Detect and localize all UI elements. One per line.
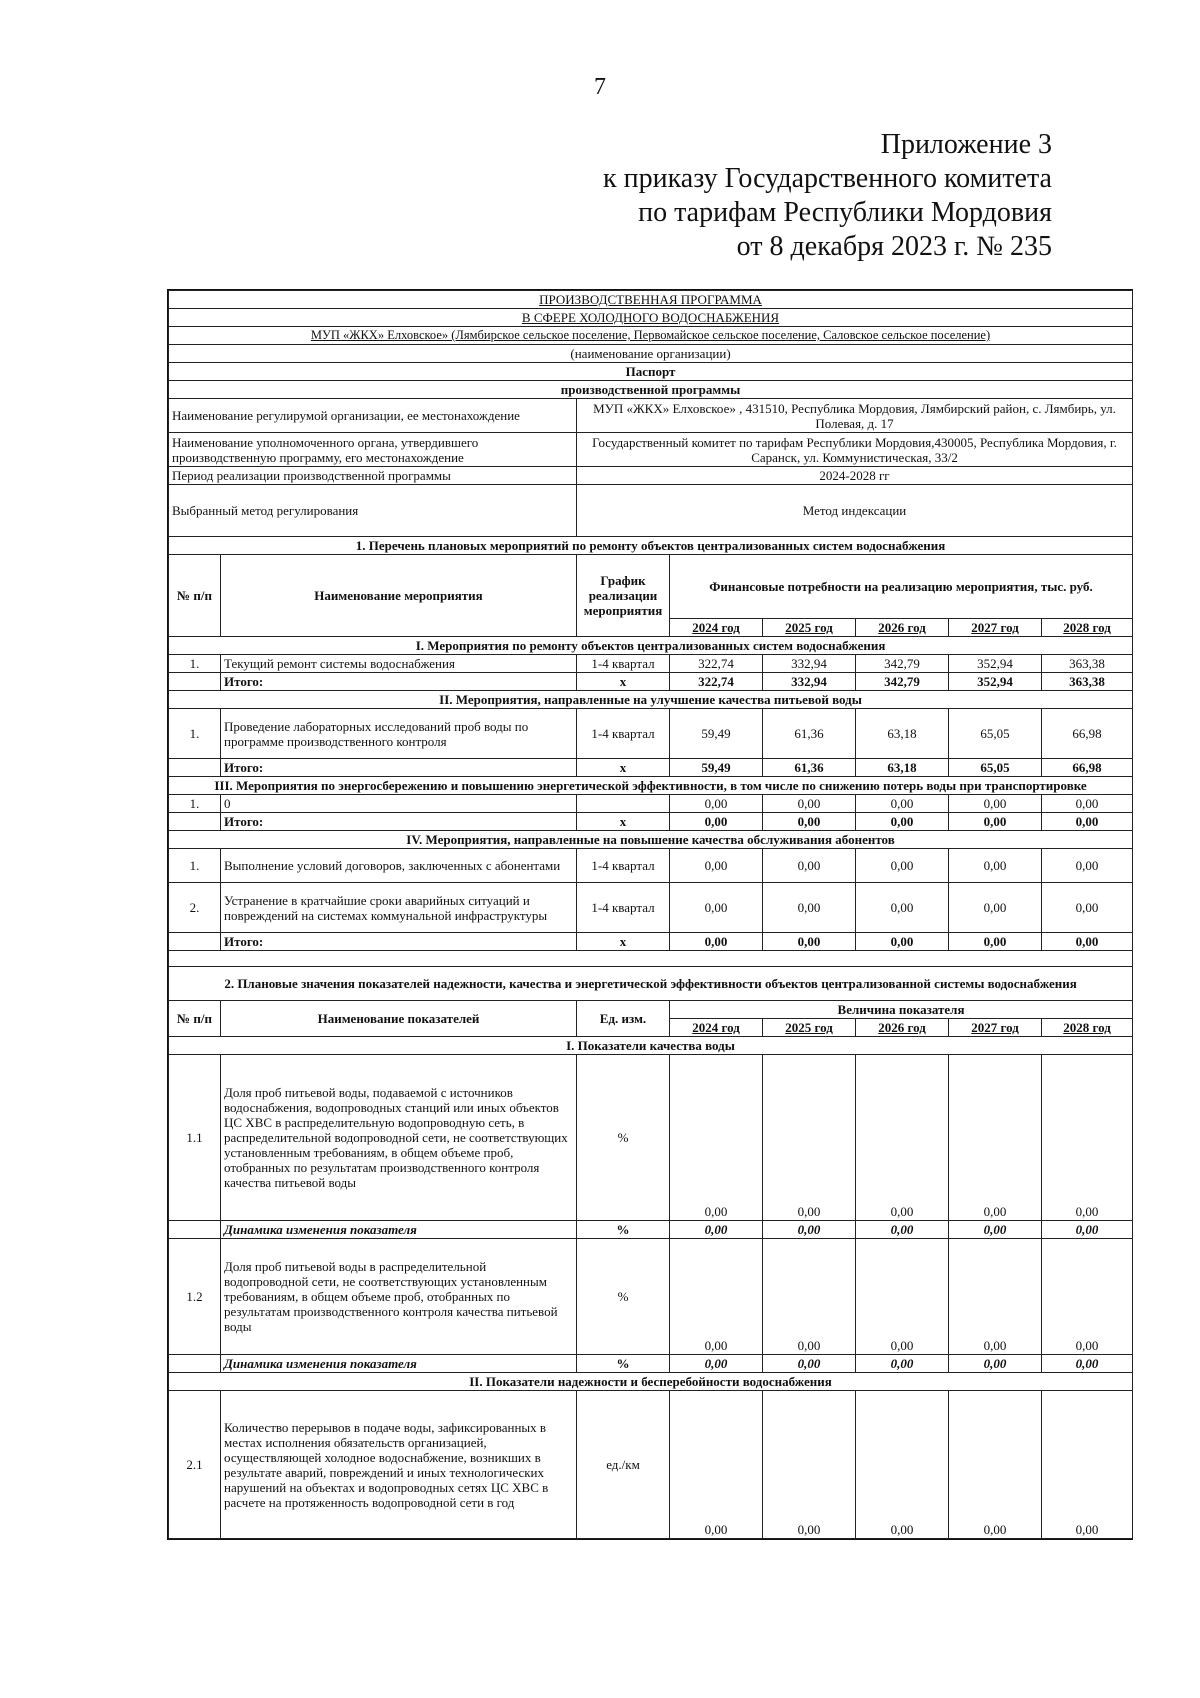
total-label: Итого: — [221, 673, 577, 691]
total-value: 59,49 — [670, 759, 763, 777]
program-title: ПРОИЗВОДСТВЕННАЯ ПРОГРАММА — [169, 291, 1133, 309]
dynamics-value: 0,00 — [1042, 1355, 1133, 1373]
production-program-table — [167, 289, 1133, 1540]
dynamics-unit: % — [577, 1355, 670, 1373]
total-row — [169, 933, 1133, 951]
total-label: Итого: — [221, 759, 577, 777]
row-value: 0,00 — [1042, 1055, 1133, 1221]
total-value: 66,98 — [1042, 759, 1133, 777]
row-value: 322,74 — [670, 655, 763, 673]
dynamics-value: 0,00 — [856, 1355, 949, 1373]
total-schedule: х — [577, 813, 670, 831]
row-name: 0 — [221, 795, 577, 813]
s1-col-financial: Финансовые потребности на реализацию мероприятия, тыс. руб. — [670, 555, 1133, 619]
total-value: 0,00 — [1042, 933, 1133, 951]
total-row — [169, 759, 1133, 777]
s1-group1-title: I. Мероприятия по ремонту объектов централизованных систем водоснабжения — [169, 637, 1133, 655]
s1-year-2028: 2028 год — [1042, 619, 1133, 637]
s2-group1-title: I. Показатели качества воды — [169, 1037, 1133, 1055]
row-name: Текущий ремонт системы водоснабжения — [221, 655, 577, 673]
row-number: 2.1 — [169, 1391, 221, 1539]
total-value: 352,94 — [949, 673, 1042, 691]
row-number: 2. — [169, 883, 221, 933]
total-value: 0,00 — [670, 933, 763, 951]
s2-col-unit: Ед. изм. — [577, 1001, 670, 1037]
s2-year-2026: 2026 год — [856, 1019, 949, 1037]
page-number: 7 — [594, 74, 606, 100]
table-row — [169, 1239, 1133, 1355]
appendix-line3: по тарифам Республики Мордовия — [638, 197, 1052, 228]
row-unit: ед./км — [577, 1391, 670, 1539]
row-value: 61,36 — [763, 709, 856, 759]
dynamics-value: 0,00 — [949, 1355, 1042, 1373]
dynamics-value: 0,00 — [670, 1355, 763, 1373]
row-value: 0,00 — [949, 849, 1042, 883]
dynamics-value: 0,00 — [670, 1221, 763, 1239]
row-schedule: 1-4 квартал — [577, 883, 670, 933]
row-value: 59,49 — [670, 709, 763, 759]
appendix-line2: к приказу Государственного комитета — [603, 163, 1052, 194]
row-value: 0,00 — [763, 795, 856, 813]
total-row — [169, 813, 1133, 831]
row-value: 0,00 — [856, 883, 949, 933]
total-value: 0,00 — [763, 813, 856, 831]
row-value: 0,00 — [670, 795, 763, 813]
row-number: 1. — [169, 849, 221, 883]
row-value: 0,00 — [763, 1391, 856, 1539]
row-value: 0,00 — [856, 1055, 949, 1221]
table-row — [169, 849, 1133, 883]
table-row — [169, 883, 1133, 933]
passport-label-authority: Наименование уполномоченного органа, утвердившего производственную программу, его местонахождение — [169, 433, 577, 467]
table-row — [169, 709, 1133, 759]
row-schedule — [577, 795, 670, 813]
dynamics-value: 0,00 — [949, 1221, 1042, 1239]
total-schedule: х — [577, 933, 670, 951]
dynamics-unit: % — [577, 1221, 670, 1239]
row-value: 66,98 — [1042, 709, 1133, 759]
total-value: 342,79 — [856, 673, 949, 691]
row-value: 0,00 — [763, 883, 856, 933]
s2-col-name: Наименование показателей — [221, 1001, 577, 1037]
s2-year-2025: 2025 год — [763, 1019, 856, 1037]
row-value: 0,00 — [1042, 1239, 1133, 1355]
row-value: 0,00 — [670, 883, 763, 933]
s2-group2-title: II. Показатели надежности и бесперебойности водоснабжения — [169, 1373, 1133, 1391]
total-value: 0,00 — [856, 813, 949, 831]
row-name: Проведение лабораторных исследований проб воды по программе производственного контроля — [221, 709, 577, 759]
organization-caption: (наименование организации) — [169, 345, 1133, 363]
total-value: 332,94 — [763, 673, 856, 691]
spacer-row — [169, 951, 1133, 967]
appendix-line1: Приложение 3 — [880, 129, 1052, 160]
appendix-line4: от 8 декабря 2023 г. № 235 — [736, 231, 1052, 262]
total-value: 0,00 — [856, 933, 949, 951]
total-value: 0,00 — [763, 933, 856, 951]
row-value: 0,00 — [949, 1055, 1042, 1221]
row-name: Устранение в кратчайшие сроки аварийных ситуаций и повреждений на системах коммунальной инфраструктуры — [221, 883, 577, 933]
row-value: 0,00 — [949, 1239, 1042, 1355]
passport-value-authority: Государственный комитет по тарифам Республики Мордовия,430005, Республика Мордовия, г. Саранск, ул. Коммунистическая, 33/2 — [577, 433, 1133, 467]
passport-value-method: Метод индексации — [577, 485, 1133, 537]
passport-label-period: Период реализации производственной программы — [169, 467, 577, 485]
total-row — [169, 673, 1133, 691]
dynamics-label: Динамика изменения показателя — [221, 1355, 577, 1373]
organization-name: МУП «ЖКХ» Елховское» (Лямбирское сельское поселение, Первомайское сельское поселение, Саловское сельское поселение) — [169, 327, 1133, 345]
row-value: 0,00 — [670, 1239, 763, 1355]
row-value: 352,94 — [949, 655, 1042, 673]
section1-title: 1. Перечень плановых мероприятий по ремонту объектов централизованных систем водоснабжения — [169, 537, 1133, 555]
row-value: 0,00 — [1042, 883, 1133, 933]
row-value: 0,00 — [670, 1391, 763, 1539]
dynamics-label: Динамика изменения показателя — [221, 1221, 577, 1239]
row-unit: % — [577, 1239, 670, 1355]
s1-group4-title: IV. Мероприятия, направленные на повышение качества обслуживания абонентов — [169, 831, 1133, 849]
table-row — [169, 655, 1133, 673]
passport-value-period: 2024-2028 гг — [577, 467, 1133, 485]
s2-year-2028: 2028 год — [1042, 1019, 1133, 1037]
table-row — [169, 1055, 1133, 1221]
passport-label-org: Наименование регулирумой организации, ее местонахождение — [169, 399, 577, 433]
program-subtitle: В СФЕРЕ ХОЛОДНОГО ВОДОСНАБЖЕНИЯ — [169, 309, 1133, 327]
row-name: Доля проб питьевой воды, подаваемой с источников водоснабжения, водопроводных станций или иных объектов ЦС ХВС в распределительную водопроводную сеть, в распределительной водопроводной сети, не соответствующих установленным требованиям, в общем объеме проб, отобранных по результатам производственного контроля качества питьевой воды — [221, 1055, 577, 1221]
row-name: Количество перерывов в подаче воды, зафиксированных в местах исполнения обязательств организацией, осуществляющей холодное водоснабжение, возникших в результате аварий, повреждений и иных технологических нарушений на объектах и водопроводных сетях ЦС ХВС в расчете на протяженность водопроводной сети в год — [221, 1391, 577, 1539]
row-value: 65,05 — [949, 709, 1042, 759]
passport-label-method: Выбранный метод регулирования — [169, 485, 577, 537]
row-value: 0,00 — [1042, 849, 1133, 883]
row-name: Доля проб питьевой воды в распределительной водопроводной сети, не соответствующих установленным требованиям, в общем объеме проб, отобранных по результатам производственного контроля качества питьевой воды — [221, 1239, 577, 1355]
row-value: 0,00 — [763, 1239, 856, 1355]
s2-col-num: № п/п — [169, 1001, 221, 1037]
row-number: 1.1 — [169, 1055, 221, 1221]
row-unit: % — [577, 1055, 670, 1221]
total-value: 0,00 — [670, 813, 763, 831]
dynamics-value: 0,00 — [1042, 1221, 1133, 1239]
s1-year-2027: 2027 год — [949, 619, 1042, 637]
s2-year-2024: 2024 год — [670, 1019, 763, 1037]
total-value: 63,18 — [856, 759, 949, 777]
total-value: 65,05 — [949, 759, 1042, 777]
s1-year-2025: 2025 год — [763, 619, 856, 637]
row-number: 1. — [169, 795, 221, 813]
dynamics-value: 0,00 — [763, 1355, 856, 1373]
s2-col-value: Величина показателя — [670, 1001, 1133, 1019]
row-value: 0,00 — [856, 1239, 949, 1355]
total-value: 363,38 — [1042, 673, 1133, 691]
total-value: 322,74 — [670, 673, 763, 691]
s1-col-num: № п/п — [169, 555, 221, 637]
total-value: 0,00 — [1042, 813, 1133, 831]
row-value: 0,00 — [856, 1391, 949, 1539]
row-schedule: 1-4 квартал — [577, 655, 670, 673]
row-value: 0,00 — [670, 849, 763, 883]
dynamics-value: 0,00 — [763, 1221, 856, 1239]
section2-title: 2. Плановые значения показателей надежности, качества и энергетической эффективности объектов централизованной системы водоснабжения — [169, 967, 1133, 1001]
row-value: 0,00 — [763, 1055, 856, 1221]
total-schedule: х — [577, 759, 670, 777]
s1-col-schedule: График реализации мероприятия — [577, 555, 670, 637]
row-value: 0,00 — [763, 849, 856, 883]
row-value: 0,00 — [949, 795, 1042, 813]
s1-year-2024: 2024 год — [670, 619, 763, 637]
s1-group2-title: II. Мероприятия, направленные на улучшение качества питьевой воды — [169, 691, 1133, 709]
appendix-header — [603, 128, 1052, 264]
row-value: 363,38 — [1042, 655, 1133, 673]
s1-group3-title: III. Мероприятия по энергосбережению и повышению энергетической эффективности, в том числе по снижению потерь воды при транспортировке — [169, 777, 1133, 795]
row-value: 332,94 — [763, 655, 856, 673]
row-value: 342,79 — [856, 655, 949, 673]
total-value: 0,00 — [949, 813, 1042, 831]
total-label: Итого: — [221, 933, 577, 951]
row-value: 0,00 — [856, 795, 949, 813]
row-schedule: 1-4 квартал — [577, 849, 670, 883]
passport-value-org: МУП «ЖКХ» Елховское» , 431510, Республика Мордовия, Лямбирский район, с. Лямбирь, ул. Полевая, д. 17 — [577, 399, 1133, 433]
table-row — [169, 795, 1133, 813]
row-schedule: 1-4 квартал — [577, 709, 670, 759]
row-value: 0,00 — [670, 1055, 763, 1221]
total-value: 0,00 — [949, 933, 1042, 951]
row-value: 0,00 — [856, 849, 949, 883]
dynamics-value: 0,00 — [856, 1221, 949, 1239]
row-number: 1. — [169, 655, 221, 673]
table-row — [169, 1391, 1133, 1539]
passport-subtitle: производственной программы — [169, 381, 1133, 399]
row-value: 0,00 — [949, 1391, 1042, 1539]
row-value: 63,18 — [856, 709, 949, 759]
s1-col-name: Наименование мероприятия — [221, 555, 577, 637]
total-label: Итого: — [221, 813, 577, 831]
total-schedule: х — [577, 673, 670, 691]
dynamics-row — [169, 1221, 1133, 1239]
row-number: 1. — [169, 709, 221, 759]
s2-year-2027: 2027 год — [949, 1019, 1042, 1037]
row-name: Выполнение условий договоров, заключенных с абонентами — [221, 849, 577, 883]
row-value: 0,00 — [949, 883, 1042, 933]
row-value: 0,00 — [1042, 795, 1133, 813]
dynamics-row — [169, 1355, 1133, 1373]
s1-year-2026: 2026 год — [856, 619, 949, 637]
passport-title: Паспорт — [169, 363, 1133, 381]
row-value: 0,00 — [1042, 1391, 1133, 1539]
row-number: 1.2 — [169, 1239, 221, 1355]
total-value: 61,36 — [763, 759, 856, 777]
